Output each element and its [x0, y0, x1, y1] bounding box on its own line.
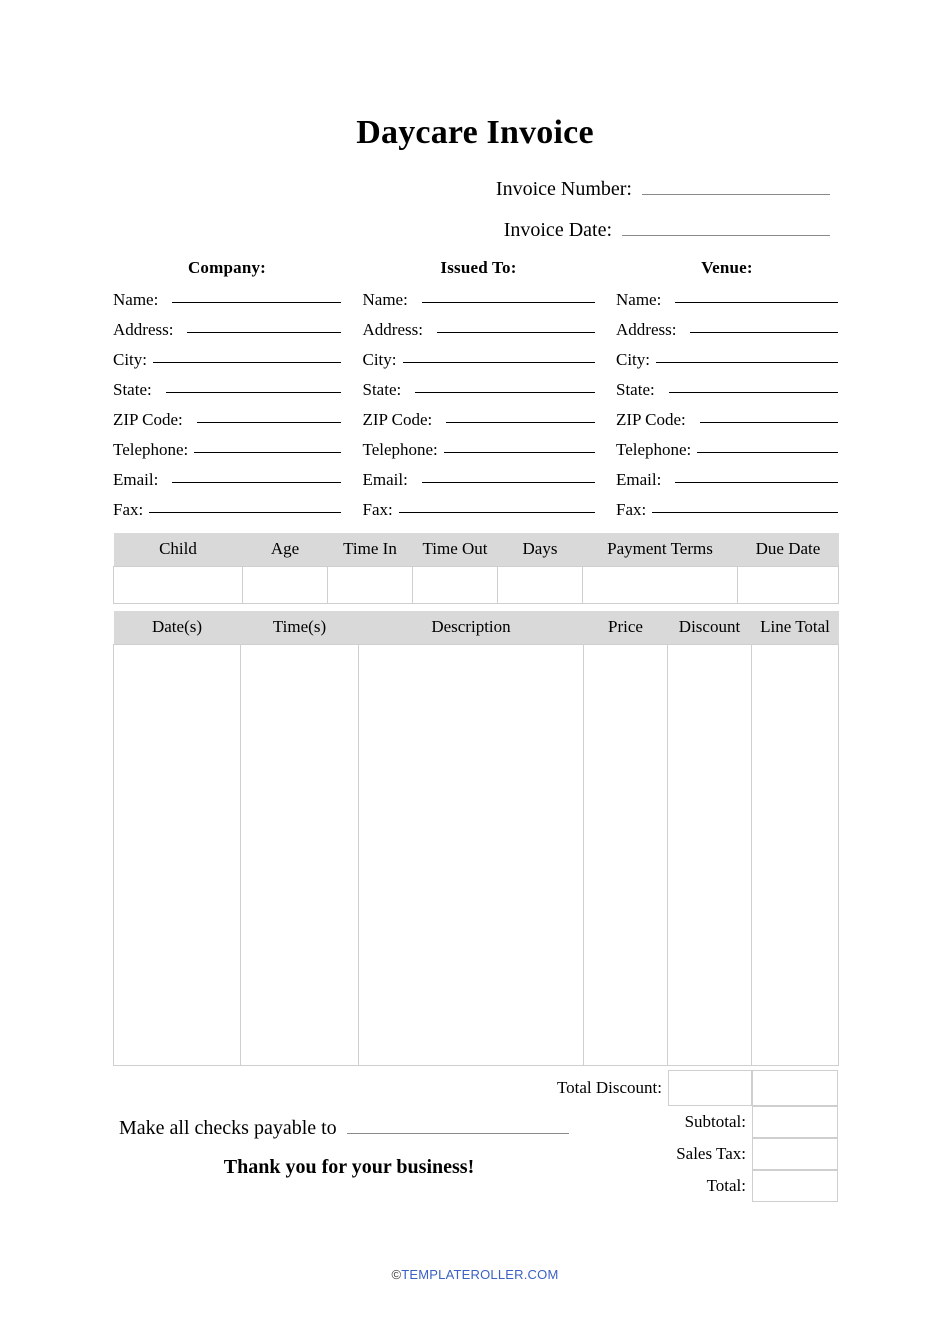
- cell-dates[interactable]: [114, 645, 241, 1066]
- contact-column-issued-to: [363, 258, 595, 530]
- field-input[interactable]: [153, 361, 341, 363]
- payable-row: [119, 1117, 569, 1140]
- column-header-description: Description: [359, 611, 584, 645]
- field-input[interactable]: [399, 511, 595, 513]
- field-input[interactable]: [166, 391, 341, 393]
- field-label: Telephone:: [362, 440, 438, 459]
- field-input[interactable]: [415, 391, 594, 393]
- field-label: State:: [362, 380, 402, 399]
- field-issuedto-state: [363, 380, 595, 410]
- field-issuedto-address: [363, 320, 595, 350]
- field-label: City:: [616, 350, 651, 369]
- table-header-row: [114, 533, 839, 567]
- line-items-table: [113, 611, 839, 1066]
- total-discount-label: Total Discount:: [556, 1078, 662, 1097]
- field-input[interactable]: [172, 481, 341, 483]
- contact-heading-company: Company:: [187, 258, 267, 277]
- payable-label: Make all checks payable to: [119, 1117, 337, 1139]
- field-input[interactable]: [444, 451, 595, 453]
- payable-input[interactable]: [347, 1132, 569, 1134]
- field-label: Address:: [362, 320, 423, 339]
- cell-description[interactable]: [359, 645, 584, 1066]
- field-venue-address: [616, 320, 838, 350]
- field-input[interactable]: [149, 511, 341, 513]
- total-discount-value[interactable]: [668, 1070, 752, 1106]
- field-input[interactable]: [690, 331, 838, 333]
- field-input[interactable]: [652, 511, 838, 513]
- field-input[interactable]: [675, 301, 838, 303]
- subtotal-value[interactable]: [752, 1106, 838, 1138]
- field-input[interactable]: [403, 361, 595, 363]
- total-discount-row: [113, 1070, 838, 1106]
- field-label: Name:: [616, 290, 662, 309]
- column-header-days: Days: [498, 533, 583, 567]
- field-venue-fax: [616, 500, 838, 530]
- field-label: Email:: [362, 470, 408, 489]
- sales-tax-label: Sales Tax:: [676, 1144, 746, 1163]
- field-label: Fax:: [362, 500, 393, 519]
- field-input[interactable]: [697, 451, 838, 453]
- field-label: Address:: [113, 320, 174, 339]
- site-name: TEMPLATEROLLER.COM: [401, 1267, 559, 1282]
- field-label: City:: [113, 350, 148, 369]
- field-input[interactable]: [656, 361, 838, 363]
- field-company-name: [113, 290, 341, 320]
- contact-column-company: [113, 258, 341, 530]
- cell-price[interactable]: [584, 645, 668, 1066]
- contact-heading-venue: Venue:: [701, 258, 753, 277]
- field-label: ZIP Code:: [616, 410, 686, 429]
- field-label: Fax:: [113, 500, 144, 519]
- field-company-telephone: [113, 440, 341, 470]
- column-header-times: Time(s): [241, 611, 359, 645]
- column-header-line-total: Line Total: [752, 611, 839, 645]
- field-issuedto-telephone: [363, 440, 595, 470]
- field-company-email: [113, 470, 341, 500]
- field-input[interactable]: [422, 481, 595, 483]
- copyright-icon: ©: [391, 1267, 402, 1282]
- field-input[interactable]: [446, 421, 594, 423]
- field-venue-zip: [616, 410, 838, 440]
- invoice-date-row: [0, 219, 830, 242]
- field-label: State:: [113, 380, 152, 399]
- cell-due-date[interactable]: [738, 567, 839, 604]
- field-input[interactable]: [194, 451, 341, 453]
- site-footer: [0, 1267, 950, 1282]
- cell-age[interactable]: [243, 567, 328, 604]
- column-header-time-out: Time Out: [413, 533, 498, 567]
- cell-times[interactable]: [241, 645, 359, 1066]
- field-label: Address:: [616, 320, 677, 339]
- total-label: Total:: [706, 1176, 746, 1195]
- table-header-row: [114, 611, 839, 645]
- field-issuedto-city: [363, 350, 595, 380]
- total-value[interactable]: [752, 1170, 838, 1202]
- contact-heading-issued-to: Issued To:: [440, 258, 517, 277]
- field-issuedto-email: [363, 470, 595, 500]
- field-input[interactable]: [675, 481, 838, 483]
- field-label: City:: [362, 350, 397, 369]
- field-label: Email:: [113, 470, 159, 489]
- field-company-zip: [113, 410, 341, 440]
- field-company-fax: [113, 500, 341, 530]
- field-input[interactable]: [437, 331, 595, 333]
- contact-column-venue: [616, 258, 838, 530]
- column-header-discount: Discount: [668, 611, 752, 645]
- field-issuedto-fax: [363, 500, 595, 530]
- field-company-state: [113, 380, 341, 410]
- cell-child[interactable]: [114, 567, 243, 604]
- field-company-address: [113, 320, 341, 350]
- column-header-dates: Date(s): [114, 611, 241, 645]
- field-label: Name:: [362, 290, 408, 309]
- cell-payment-terms[interactable]: [583, 567, 738, 604]
- field-label: ZIP Code:: [113, 410, 183, 429]
- field-input[interactable]: [197, 421, 341, 423]
- column-header-due-date: Due Date: [738, 533, 839, 567]
- field-input[interactable]: [669, 391, 838, 393]
- column-header-price: Price: [584, 611, 668, 645]
- table-row: [114, 645, 839, 1066]
- column-header-time-in: Time In: [328, 533, 413, 567]
- invoice-number-input[interactable]: [642, 193, 830, 195]
- field-label: Fax:: [616, 500, 647, 519]
- invoice-date-label: Invoice Date:: [503, 219, 612, 241]
- field-label: ZIP Code:: [362, 410, 433, 429]
- field-venue-email: [616, 470, 838, 500]
- invoice-date-input[interactable]: [622, 234, 830, 236]
- table-row: [114, 567, 839, 604]
- thank-you-message: Thank you for your business!: [223, 1156, 475, 1178]
- cell-time-in[interactable]: [328, 567, 413, 604]
- cell-time-out[interactable]: [413, 567, 498, 604]
- field-label: Name:: [113, 290, 159, 309]
- contact-columns: [113, 258, 838, 530]
- page-title: Daycare Invoice: [356, 114, 594, 151]
- column-header-child: Child: [114, 533, 243, 567]
- invoice-number-label: Invoice Number:: [495, 178, 632, 200]
- field-venue-telephone: [616, 440, 838, 470]
- field-input[interactable]: [187, 331, 341, 333]
- field-company-city: [113, 350, 341, 380]
- cell-days[interactable]: [498, 567, 583, 604]
- column-header-age: Age: [243, 533, 328, 567]
- field-label: Telephone:: [616, 440, 692, 459]
- field-input[interactable]: [700, 421, 838, 423]
- field-issuedto-zip: [363, 410, 595, 440]
- field-input[interactable]: [172, 301, 341, 303]
- field-issuedto-name: [363, 290, 595, 320]
- field-input[interactable]: [422, 301, 595, 303]
- cell-discount[interactable]: [668, 645, 752, 1066]
- field-label: Email:: [616, 470, 662, 489]
- column-header-payment-terms: Payment Terms: [583, 533, 738, 567]
- sales-tax-value[interactable]: [752, 1138, 838, 1170]
- field-label: State:: [616, 380, 655, 399]
- total-discount-extra-box[interactable]: [752, 1070, 838, 1106]
- field-venue-city: [616, 350, 838, 380]
- child-schedule-table: [113, 533, 839, 604]
- field-venue-name: [616, 290, 838, 320]
- field-venue-state: [616, 380, 838, 410]
- invoice-number-row: [0, 178, 830, 201]
- subtotal-label: Subtotal:: [684, 1112, 746, 1131]
- cell-line-total[interactable]: [752, 645, 839, 1066]
- field-label: Telephone:: [113, 440, 189, 459]
